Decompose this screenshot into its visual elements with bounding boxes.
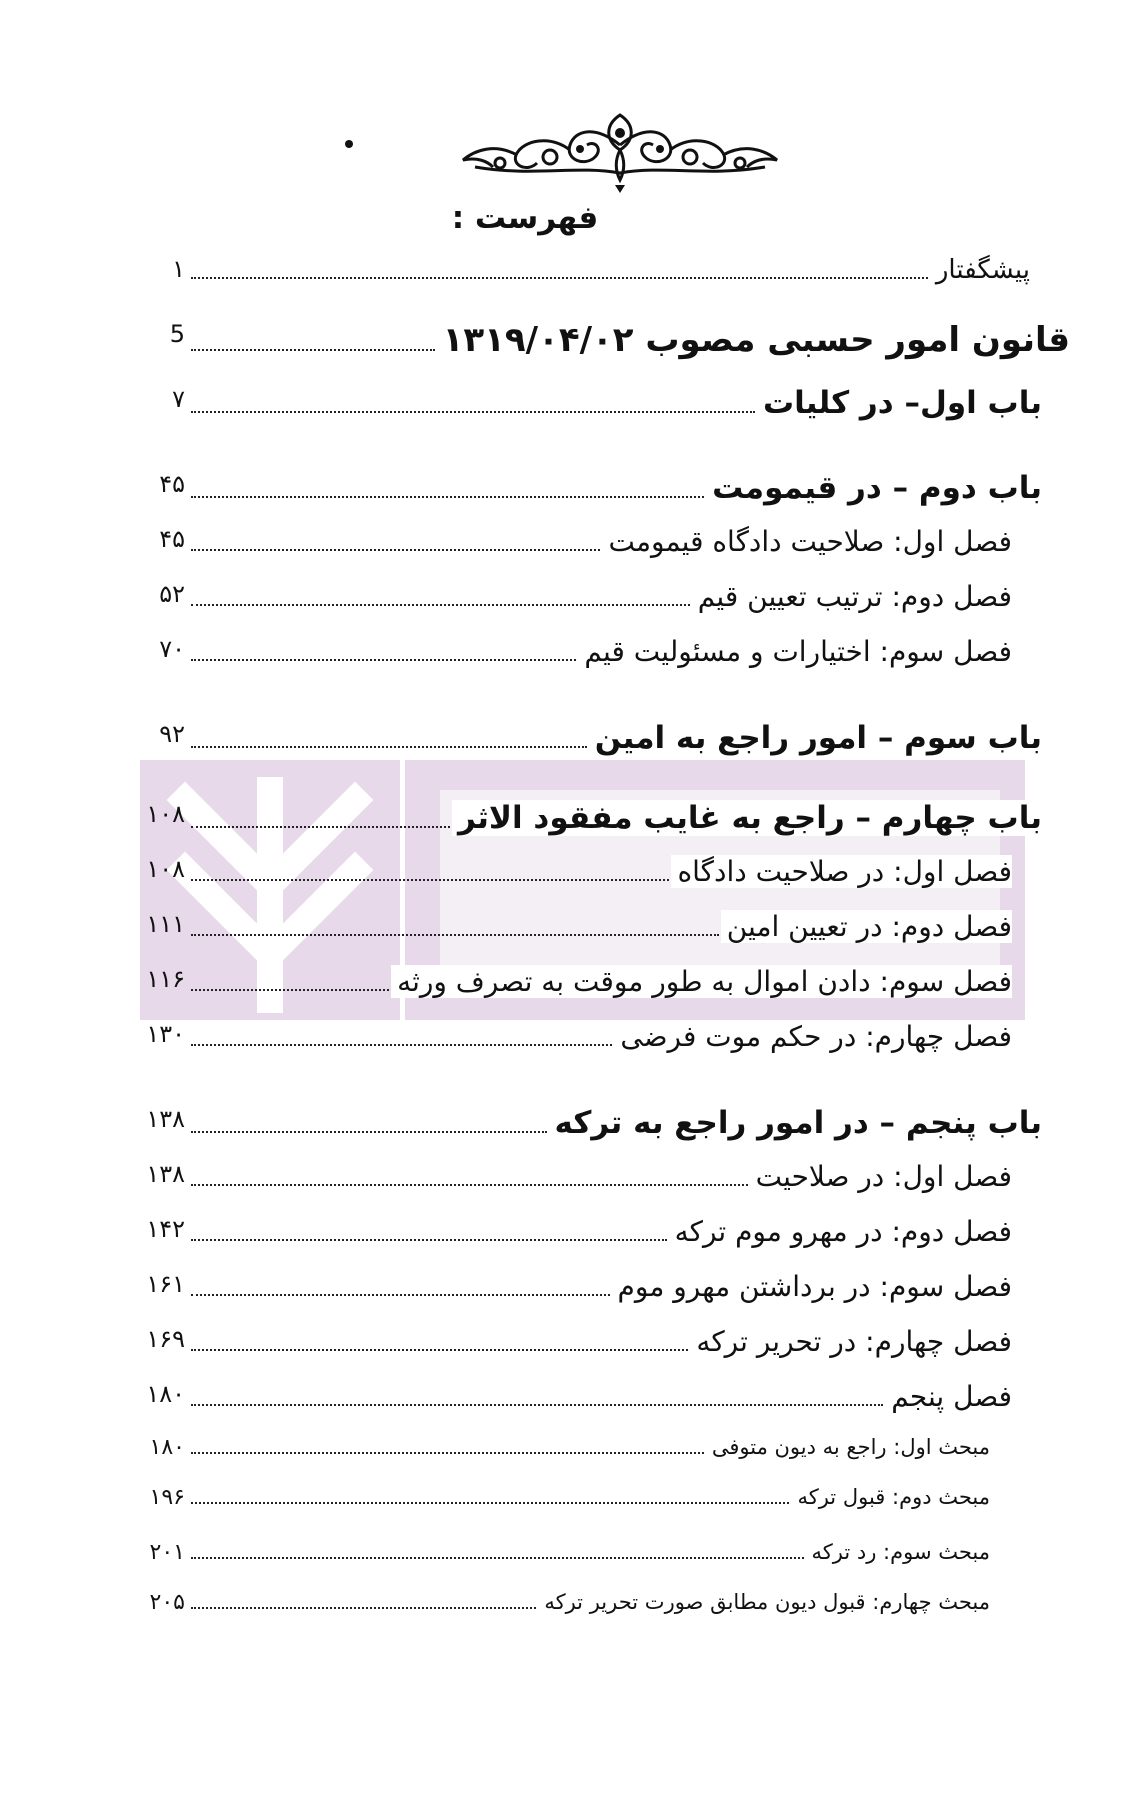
toc-entry — [0, 1020, 1140, 1070]
toc-entry — [0, 800, 1140, 850]
floral-ornament-icon — [455, 105, 785, 195]
toc-entry-label: مبحث سوم: رد ترکه — [806, 1540, 991, 1564]
toc-entry-page: ۲۰۱ — [149, 1540, 185, 1565]
toc-entry-label: فصل پنجم — [885, 1380, 1012, 1413]
dot-leader — [191, 1239, 667, 1241]
dot-leader — [191, 1557, 804, 1559]
toc-entry-label: فصل دوم: در تعیین امین — [721, 910, 1012, 943]
toc-entry — [0, 1325, 1140, 1375]
toc-entry-page: ۱۴۲ — [146, 1215, 185, 1243]
dot-leader — [191, 1131, 547, 1133]
toc-entry-label: فصل چهارم: در تحریر ترکه — [690, 1325, 1012, 1358]
toc-entry-page: ۱۳۰ — [146, 1020, 185, 1048]
dot-leader — [191, 1349, 688, 1351]
dot-leader — [191, 879, 669, 881]
dot-leader — [191, 411, 755, 413]
toc-entry — [0, 255, 1140, 305]
dot-leader — [191, 1294, 610, 1296]
toc-entry — [0, 1540, 1140, 1590]
dot-leader — [191, 604, 690, 606]
dot-leader — [191, 1404, 883, 1406]
toc-entry — [0, 1105, 1140, 1155]
toc-entry-page: ۴۵ — [159, 525, 185, 553]
dot-leader — [191, 1607, 536, 1609]
toc-entry-page: ۵۲ — [159, 580, 185, 608]
dot-leader — [191, 746, 587, 748]
toc-entry — [0, 385, 1140, 435]
toc-entry-label: فصل چهارم: در حکم موت فرضی — [614, 1020, 1012, 1053]
toc-entry — [0, 1160, 1140, 1210]
toc-entry-page: ۷۰ — [159, 635, 185, 663]
toc-entry-page: ۱۹۶ — [149, 1485, 185, 1510]
toc-entry — [0, 525, 1140, 575]
toc-entry-label: فصل دوم: ترتیب تعیین قیم — [692, 580, 1012, 613]
toc-entry-label: باب پنجم – در امور راجع به ترکه — [549, 1105, 1042, 1141]
toc-entry — [0, 470, 1140, 520]
toc-entry — [0, 1590, 1140, 1640]
toc-entry-page: ۱۳۸ — [146, 1160, 185, 1188]
toc-entry-page: ۷ — [172, 385, 185, 413]
toc-entry — [0, 855, 1140, 905]
toc-entry-page: ۴۵ — [159, 470, 185, 498]
dot-leader — [191, 934, 719, 936]
toc-entry — [0, 1435, 1140, 1485]
toc-entry-label: باب دوم – در قیمومت — [706, 470, 1042, 506]
toc-entry-page: ۱۱۶ — [146, 965, 185, 993]
toc-entry-label: مبحث اول: راجع به دیون متوفی — [706, 1435, 990, 1459]
toc-entry — [0, 635, 1140, 685]
dot-leader — [191, 989, 389, 991]
toc-entry-page: ۱۸۰ — [149, 1435, 185, 1460]
toc-entry-label: فصل سوم: در برداشتن مهرو موم — [612, 1270, 1012, 1303]
dot-leader — [191, 349, 435, 351]
toc-entry-label: باب اول– در کلیات — [757, 385, 1042, 421]
toc-entry — [0, 1215, 1140, 1265]
toc-entry-page: ۹۲ — [159, 720, 185, 748]
toc-entry-label: باب سوم – امور راجع به امین — [589, 720, 1042, 756]
toc-entry-page: ۱ — [172, 255, 185, 283]
toc-entry-page: ۱۶۹ — [146, 1325, 185, 1353]
toc-entry-page: ۲۰۵ — [149, 1590, 185, 1615]
page-title: فهرست : — [451, 200, 599, 236]
toc-entry — [0, 965, 1140, 1015]
dot-leader — [191, 1044, 612, 1046]
toc-entry-page: 5 — [169, 320, 185, 348]
toc-entry-label: فصل اول: در صلاحیت — [750, 1160, 1012, 1193]
dot-leader — [191, 826, 450, 828]
toc-entry-label: مبحث دوم: قبول ترکه — [791, 1485, 990, 1509]
toc-entry-page: ۱۳۸ — [146, 1105, 185, 1133]
toc-entry — [0, 1485, 1140, 1535]
toc-entry-label: پیشگفتار — [930, 255, 1030, 285]
decorative-dot — [345, 140, 353, 148]
dot-leader — [191, 659, 576, 661]
toc-entry-page: ۱۰۸ — [146, 800, 185, 828]
toc-entry-label: فصل دوم: در مهرو موم ترکه — [669, 1215, 1012, 1248]
dot-leader — [191, 496, 704, 498]
toc-entry-page: ۱۸۰ — [146, 1380, 185, 1408]
toc-entry — [0, 580, 1140, 630]
dot-leader — [191, 277, 928, 279]
toc-entry — [0, 910, 1140, 960]
toc-entry — [0, 1380, 1140, 1430]
dot-leader — [191, 549, 600, 551]
dot-leader — [191, 1184, 748, 1186]
toc-entry-label: فصل اول: در صلاحیت دادگاه — [671, 855, 1012, 888]
toc-entry-page: ۱۱۱ — [146, 910, 185, 938]
toc-entry-label: فصل سوم: دادن اموال به طور موقت به تصرف ورثه — [391, 965, 1012, 998]
dot-leader — [191, 1452, 704, 1454]
toc-entry-label: فصل اول: صلاحیت دادگاه قیمومت — [602, 525, 1012, 558]
toc-entry-label: قانون امور حسبی مصوب ۱۳۱۹/۰۴/۰۲ — [437, 320, 1070, 360]
toc-entry-label: فصل سوم: اختیارات و مسئولیت قیم — [578, 635, 1012, 668]
toc-entry-label: باب چهارم – راجع به غایب مفقود الاثر — [452, 800, 1042, 836]
toc-entry-label: مبحث چهارم: قبول دیون مطابق صورت تحریر ترکه — [538, 1590, 990, 1614]
toc-entry-page: ۱۰۸ — [146, 855, 185, 883]
toc-entry-page: ۱۶۱ — [146, 1270, 185, 1298]
dot-leader — [191, 1502, 789, 1504]
toc-entry — [0, 1270, 1140, 1320]
toc-entry — [0, 720, 1140, 770]
toc-entry — [0, 320, 1140, 370]
